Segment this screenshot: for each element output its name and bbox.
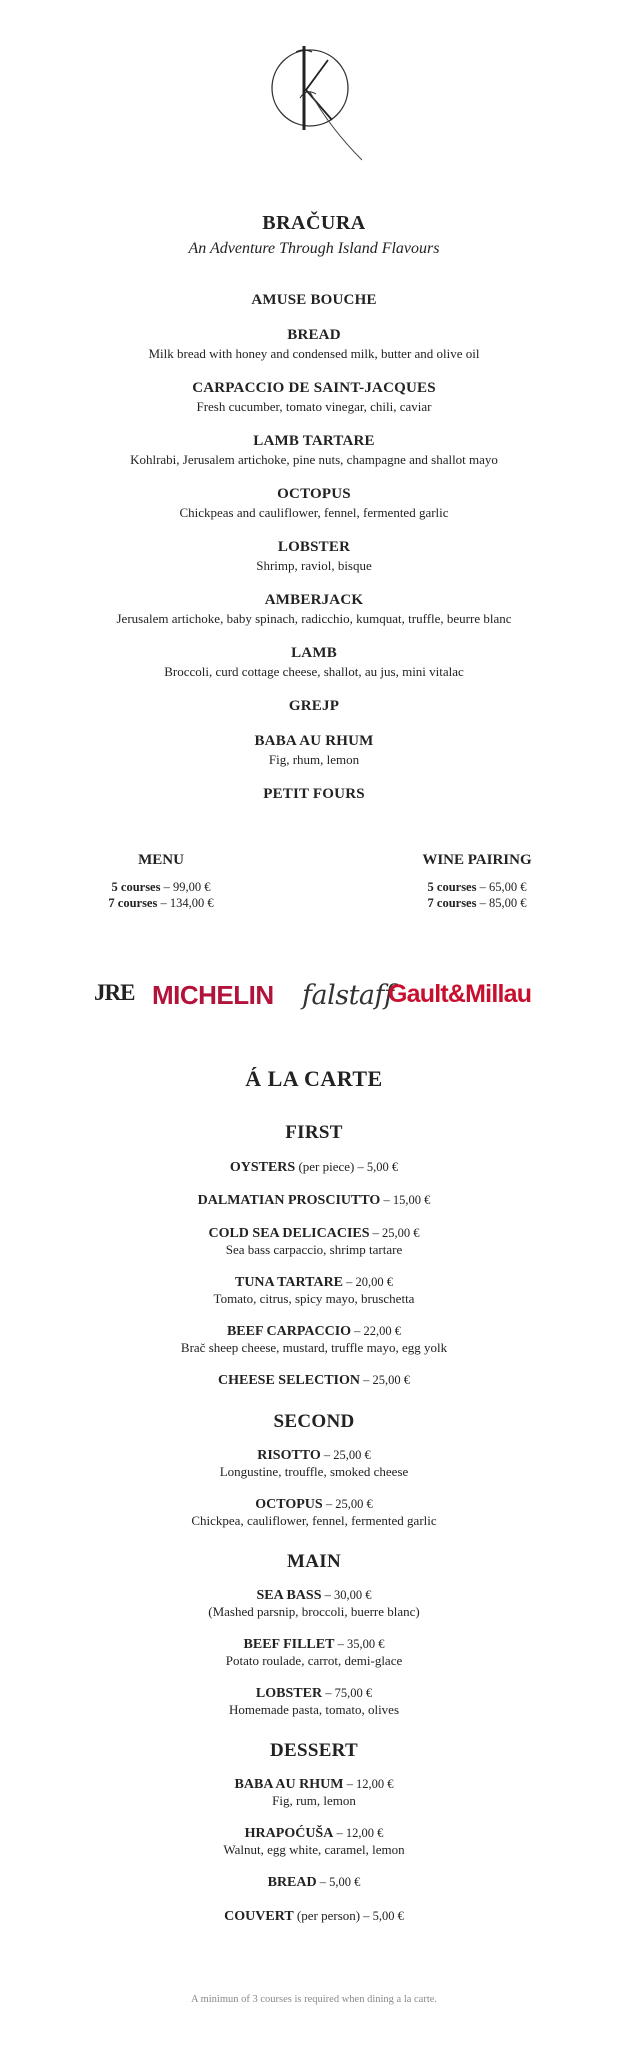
item-price: – 25,00 €	[360, 1373, 410, 1387]
menu-item	[0, 1372, 628, 1389]
menu-pricing	[36, 852, 286, 911]
item-note: (per piece)	[295, 1159, 355, 1174]
menu-item	[0, 1274, 628, 1307]
item-price: – 5,00 €	[360, 1909, 404, 1923]
course-description: Fig, rhum, lemon	[268, 752, 360, 767]
course-name: AMUSE BOUCHE	[251, 292, 377, 308]
item-name: BEEF CARPACCIO	[226, 1324, 352, 1339]
item-name: OCTOPUS	[255, 1497, 323, 1512]
item-description: Sea bass carpaccio, shrimp tartare	[225, 1242, 403, 1257]
tasting-course	[0, 645, 628, 680]
tasting-course	[0, 380, 628, 415]
course-name: BABA AU RHUM	[254, 733, 374, 749]
item-price: – 12,00 €	[343, 1777, 394, 1791]
course-name: BREAD	[287, 327, 341, 343]
course-description: Shrimp, raviol, bisque	[256, 558, 372, 573]
item-name: RISOTTO	[257, 1448, 321, 1463]
item-description: Walnut, egg white, caramel, lemon	[223, 1842, 405, 1857]
item-price: – 35,00 €	[334, 1637, 385, 1651]
wine-price-line: 7 courses – 85,00 €	[427, 896, 527, 910]
menu-section	[0, 1551, 628, 1718]
wine-pairing-heading: WINE PAIRING	[422, 852, 532, 868]
tasting-course	[0, 786, 628, 803]
item-price: – 25,00 €	[322, 1497, 373, 1511]
wine-pairing-pricing	[352, 852, 602, 911]
footnote: A minimun of 3 courses is required when dining a la carte.	[190, 1994, 438, 2005]
tasting-course	[0, 292, 628, 309]
michelin-logo: MICHELIN	[152, 980, 274, 1010]
item-name: SEA BASS	[256, 1588, 322, 1603]
restaurant-logo	[260, 38, 370, 168]
tasting-course	[0, 433, 628, 468]
jre-logo: JRE	[94, 980, 135, 1005]
menu-section	[0, 1122, 628, 1389]
course-name: PETIT FOURS	[263, 786, 365, 802]
item-description: Tomato, citrus, spicy mayo, bruschetta	[213, 1291, 415, 1306]
item-price: – 25,00 €	[369, 1226, 420, 1240]
item-note: (per person)	[293, 1908, 361, 1923]
course-name: CARPACCIO DE SAINT-JACQUES	[192, 380, 436, 396]
menu-item	[0, 1496, 628, 1529]
item-description: Brač sheep cheese, mustard, truffle mayo, egg yolk	[180, 1340, 448, 1355]
item-name: BABA AU RHUM	[234, 1777, 344, 1792]
course-description: Fresh cucumber, tomato vinegar, chili, caviar	[196, 399, 432, 414]
course-name: AMBERJACK	[264, 592, 364, 608]
item-description: Potato roulade, carrot, demi-glace	[225, 1653, 403, 1668]
item-name: COUVERT	[224, 1909, 294, 1924]
item-price: – 15,00 €	[380, 1193, 431, 1207]
item-price: – 22,00 €	[351, 1324, 402, 1338]
item-name: HRAPOĆUŠA	[244, 1826, 334, 1841]
item-description: (Mashed parsnip, broccoli, buerre blanc)	[208, 1604, 420, 1619]
course-description: Milk bread with honey and condensed milk, butter and olive oil	[148, 346, 480, 361]
tasting-course	[0, 486, 628, 521]
course-name: LOBSTER	[277, 539, 351, 555]
section-title: FIRST	[285, 1122, 343, 1143]
item-name: DALMATIAN PROSCIUTTO	[197, 1193, 381, 1208]
item-price: – 75,00 €	[322, 1686, 373, 1700]
menu-item	[0, 1587, 628, 1620]
item-name: BREAD	[267, 1875, 317, 1890]
a-la-carte-title: Á LA CARTE	[245, 1066, 383, 1091]
course-name: OCTOPUS	[277, 486, 351, 502]
restaurant-tagline: An Adventure Through Island Flavours	[188, 240, 440, 257]
item-price: – 5,00 €	[316, 1875, 361, 1889]
tasting-course	[0, 733, 628, 768]
menu-item	[0, 1825, 628, 1858]
course-description: Jerusalem artichoke, baby spinach, radicchio, kumquat, truffle, beurre blanc	[116, 611, 512, 626]
menu-item	[0, 1323, 628, 1356]
guide-logos	[0, 980, 628, 1020]
menu-item	[0, 1907, 628, 1925]
item-price: – 5,00 €	[354, 1160, 399, 1174]
item-price: – 30,00 €	[321, 1588, 372, 1602]
item-name: COLD SEA DELICACIES	[208, 1226, 370, 1241]
menu-item	[0, 1636, 628, 1669]
menu-price-line: 5 courses – 99,00 €	[111, 880, 211, 894]
menu-item	[0, 1158, 628, 1176]
item-name: TUNA TARTARE	[234, 1275, 344, 1290]
tasting-course	[0, 327, 628, 362]
menu-item	[0, 1192, 628, 1209]
menu-item	[0, 1874, 628, 1891]
menu-item	[0, 1685, 628, 1718]
falstaff-logo: falstaff	[302, 980, 394, 1011]
tasting-course	[0, 539, 628, 574]
a-la-carte-menu	[0, 1122, 628, 1947]
course-name: GREJP	[288, 698, 340, 714]
course-description: Chickpeas and cauliflower, fennel, fermented garlic	[179, 505, 449, 520]
tasting-course	[0, 592, 628, 627]
menu-item	[0, 1776, 628, 1809]
menu-pricing-heading: MENU	[138, 852, 184, 868]
menu-item	[0, 1447, 628, 1480]
item-name: OYSTERS	[229, 1160, 296, 1175]
item-description: Chickpea, cauliflower, fennel, fermented garlic	[191, 1513, 437, 1528]
section-title: SECOND	[273, 1411, 355, 1432]
course-description: Broccoli, curd cottage cheese, shallot, au jus, mini vitalac	[164, 664, 464, 679]
section-title: DESSERT	[269, 1740, 359, 1761]
restaurant-name: BRAČURA	[262, 212, 366, 234]
item-price: – 20,00 €	[343, 1275, 394, 1289]
item-description: Homemade pasta, tomato, olives	[228, 1702, 400, 1717]
item-name: CHEESE SELECTION	[218, 1373, 360, 1388]
item-name: LOBSTER	[255, 1686, 323, 1701]
course-name: LAMB TARTARE	[253, 433, 375, 449]
menu-price-line: 7 courses – 134,00 €	[108, 896, 214, 910]
wine-price-line: 5 courses – 65,00 €	[427, 880, 527, 894]
course-description: Kohlrabi, Jerusalem artichoke, pine nuts, champagne and shallot mayo	[130, 452, 498, 467]
item-price: – 25,00 €	[320, 1448, 371, 1462]
item-description: Fig, rum, lemon	[272, 1793, 356, 1808]
item-price: – 12,00 €	[333, 1826, 384, 1840]
gault-millau-logo: Gault&Millau	[388, 980, 532, 1008]
course-name: LAMB	[291, 645, 337, 661]
menu-item	[0, 1225, 628, 1258]
item-name: BEEF FILLET	[243, 1637, 335, 1652]
menu-section	[0, 1411, 628, 1529]
menu-section	[0, 1740, 628, 1925]
monogram-logo-icon	[260, 38, 370, 168]
section-title: MAIN	[287, 1551, 341, 1572]
tasting-course	[0, 698, 628, 715]
item-description: Longustine, trouffle, smoked cheese	[219, 1464, 409, 1479]
tasting-menu	[0, 292, 628, 821]
